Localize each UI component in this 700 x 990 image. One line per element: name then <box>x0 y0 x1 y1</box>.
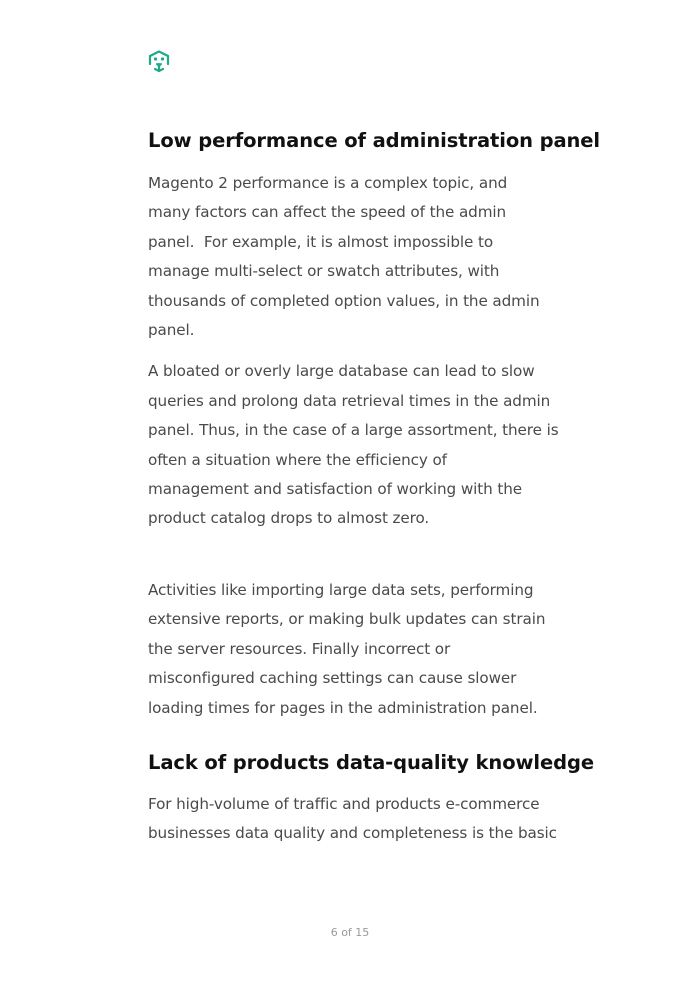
section-heading-data-quality: Lack of products data-quality knowledge <box>148 750 594 774</box>
text-line: the server resources. Finally incorrect or <box>148 639 451 658</box>
paragraph-magento-performance <box>148 169 568 345</box>
paragraph-data-quality <box>148 790 568 849</box>
text-line: panel. For example, it is almost impossible to <box>148 232 494 251</box>
section-heading-admin-performance: Low performance of administration panel <box>148 129 600 152</box>
text-line: misconfigured caching settings can cause slower <box>148 669 517 688</box>
text-line: manage multi-select or swatch attributes, with <box>148 262 500 281</box>
text-line: extensive reports, or making bulk updates can strain <box>148 610 546 629</box>
text-line: businesses data quality and completeness is the basic <box>148 824 557 843</box>
text-line: panel. <box>148 321 195 340</box>
document-content <box>148 126 600 849</box>
text-line: product catalog drops to almost zero. <box>148 509 430 528</box>
text-line: For high-volume of traffic and products e-commerce <box>148 794 540 813</box>
text-line: Activities like importing large data sets, performing <box>148 580 534 599</box>
text-line: A bloated or overly large database can lead to slow <box>148 362 535 381</box>
text-line: queries and prolong data retrieval times in the admin <box>148 391 551 410</box>
paragraph-server-resources <box>148 576 568 723</box>
text-line: Magento 2 performance is a complex topic, and <box>148 174 508 192</box>
page-number: 6 of 15 <box>330 926 370 939</box>
cube-logo-icon <box>147 49 171 73</box>
text-line: loading times for pages in the administration panel. <box>148 698 538 717</box>
text-line: thousands of completed option values, in the admin <box>148 291 540 310</box>
text-line: management and satisfaction of working with the <box>148 480 523 499</box>
paragraph-bloated-database <box>148 357 568 533</box>
text-line: many factors can affect the speed of the admin <box>148 203 507 222</box>
text-line: panel. Thus, in the case of a large assortment, there is <box>148 421 559 440</box>
text-line: often a situation where the efficiency of <box>148 450 447 469</box>
